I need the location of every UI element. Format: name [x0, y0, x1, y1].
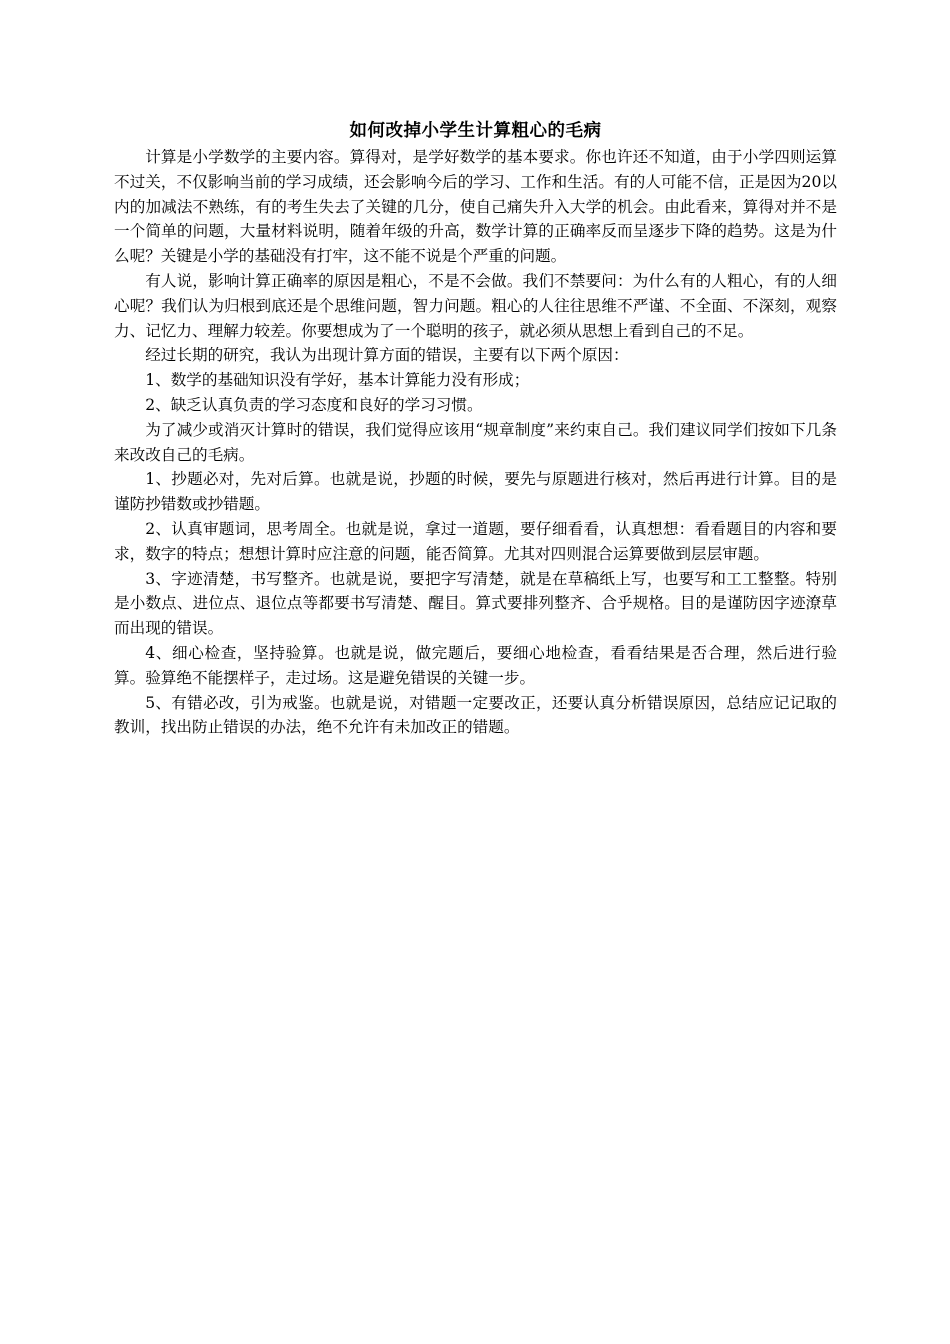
paragraph-intro: 计算是小学数学的主要内容。算得对，是学好数学的基本要求。你也许还不知道，由于小学四则运算不过关，不仅影响当前的学习成绩，还会影响今后的学习、工作和生活。有的人可能不信，正是因为20以内的加减法不熟练，有的考生失去了关键的几分，使自己痛失升入大学的机会。由此看来，算得对并不是一个简单的问题，大量材料说明，随着年级的升高，数学计算的正确率反而呈逐步下降的趋势。这是为什么呢？关键是小学的基础没有打牢，这不能不说是个严重的问题。 — [114, 148, 837, 266]
paragraph-carelessness: 有人说，影响计算正确率的原因是粗心，不是不会做。我们不禁要问：为什么有的人粗心，有的人细心呢？我们认为归根到底还是个思维问题，智力问题。粗心的人往往思维不严谨、不全面、不深刻，观察力、记忆力、理解力较差。你要想成为了一个聪明的孩子，就必须从思想上看到自己的不足。 — [114, 271, 837, 340]
paragraph-rule-2: 2、认真审题词，思考周全。也就是说，拿过一道题，要仔细看看，认真想想：看看题目的内容和要求，数字的特点；想想计算时应注意的问题，能否简算。尤其对四则混合运算要做到层层审题。 — [114, 519, 837, 563]
paragraph-rules-intro: 为了减少或消灭计算时的错误，我们觉得应该用“规章制度”来约束自己。我们建议同学们按如下几条来改改自己的毛病。 — [114, 420, 837, 464]
paragraph-reasons-intro: 经过长期的研究，我认为出现计算方面的错误，主要有以下两个原因： — [145, 346, 629, 365]
paragraph-rule-5: 5、有错必改，引为戒鉴。也就是说，对错题一定要改正，还要认真分析错误原因，总结应记记取的教训，找出防止错误的办法，绝不允许有未加改正的错题。 — [114, 693, 837, 737]
document-title: 如何改掉小学生计算粗心的毛病 — [349, 121, 602, 141]
paragraph-rule-1: 1、抄题必对，先对后算。也就是说，抄题的时候，要先与原题进行核对，然后再进行计算。目的是谨防抄错数或抄错题。 — [114, 470, 837, 514]
paragraph-rule-4: 4、细心检查，坚持验算。也就是说，做完题后，要细心地检查，看看结果是否合理，然后进行验算。验算绝不能摆样子，走过场。这是避免错误的关键一步。 — [114, 643, 837, 687]
document-page — [114, 118, 837, 740]
paragraph-rule-3: 3、字迹清楚，书写整齐。也就是说，要把字写清楚，就是在草稿纸上写，也要写和工工整整。特别是小数点、进位点、退位点等都要书写清楚、醒目。算式要排列整齐、合乎规格。目的是谨防因字迹潦草而出现的错误。 — [114, 569, 837, 638]
paragraph-reason-1: 1、数学的基础知识没有学好，基本计算能力没有形成； — [145, 371, 530, 390]
paragraph-reason-2: 2、缺乏认真负责的学习态度和良好的学习习惯。 — [145, 395, 483, 414]
